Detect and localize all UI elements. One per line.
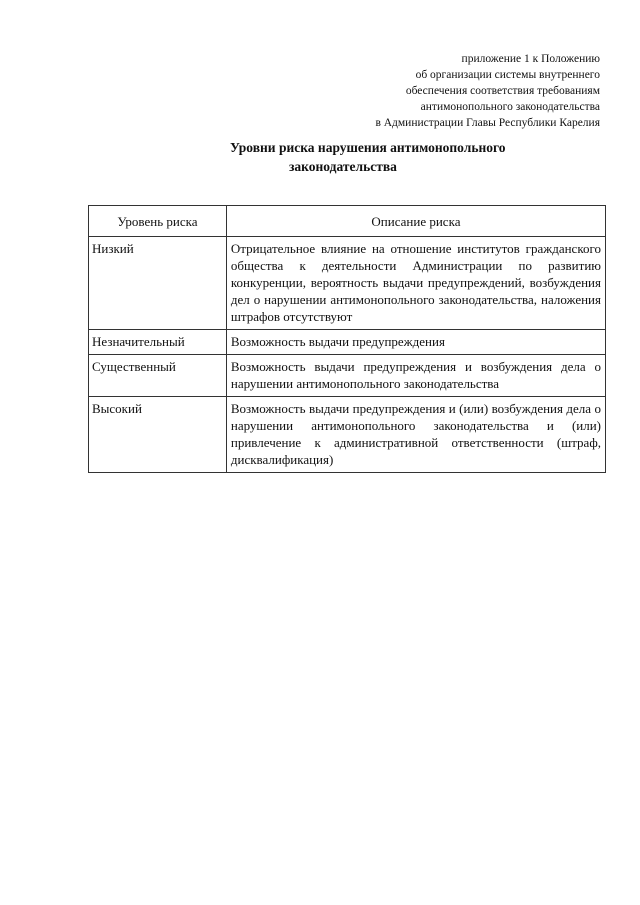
document-title bbox=[170, 138, 610, 176]
risk-description-cell: Отрицательное влияние на отношение институтов гражданского общества к деятельности Администрации по развитию конкуренции, вероятность выдачи предупреждений, возбуждения дел о нарушении антимонопольного законодательства, наложения штрафов отсутствуют bbox=[226, 237, 605, 330]
annex-line: антимонопольного законодательства bbox=[420, 101, 600, 113]
annex-line: в Администрации Главы Республики Карелия bbox=[375, 117, 600, 129]
risk-description-cell: Возможность выдачи предупреждения bbox=[226, 330, 605, 355]
risk-level-cell: Низкий bbox=[89, 237, 227, 330]
title-line-2: законодательства bbox=[289, 159, 397, 174]
annex-line: об организации системы внутреннего bbox=[415, 69, 600, 81]
risk-level-cell: Высокий bbox=[89, 397, 227, 473]
risk-level-cell: Существенный bbox=[89, 355, 227, 397]
column-header-description: Описание риска bbox=[226, 206, 605, 237]
risk-description-cell: Возможность выдачи предупреждения и возбуждения дела о нарушении антимонопольного законодательства bbox=[226, 355, 605, 397]
table-header-row bbox=[89, 206, 606, 237]
table-row bbox=[89, 330, 606, 355]
risk-levels-table bbox=[88, 205, 606, 473]
annex-reference bbox=[240, 51, 600, 131]
title-line-1: Уровни риска нарушения антимонопольного bbox=[230, 140, 506, 155]
table-row bbox=[89, 237, 606, 330]
annex-line: обеспечения соответствия требованиям bbox=[405, 85, 600, 97]
column-header-level: Уровень риска bbox=[89, 206, 227, 237]
table-row bbox=[89, 397, 606, 473]
annex-line: приложение 1 к Положению bbox=[461, 53, 600, 65]
table-row bbox=[89, 355, 606, 397]
risk-level-cell: Незначительный bbox=[89, 330, 227, 355]
risk-description-cell: Возможность выдачи предупреждения и (или) возбуждения дела о нарушении антимонопольного законодательства и (или) привлечение к административной ответственности (штраф, дисквалификация) bbox=[226, 397, 605, 473]
